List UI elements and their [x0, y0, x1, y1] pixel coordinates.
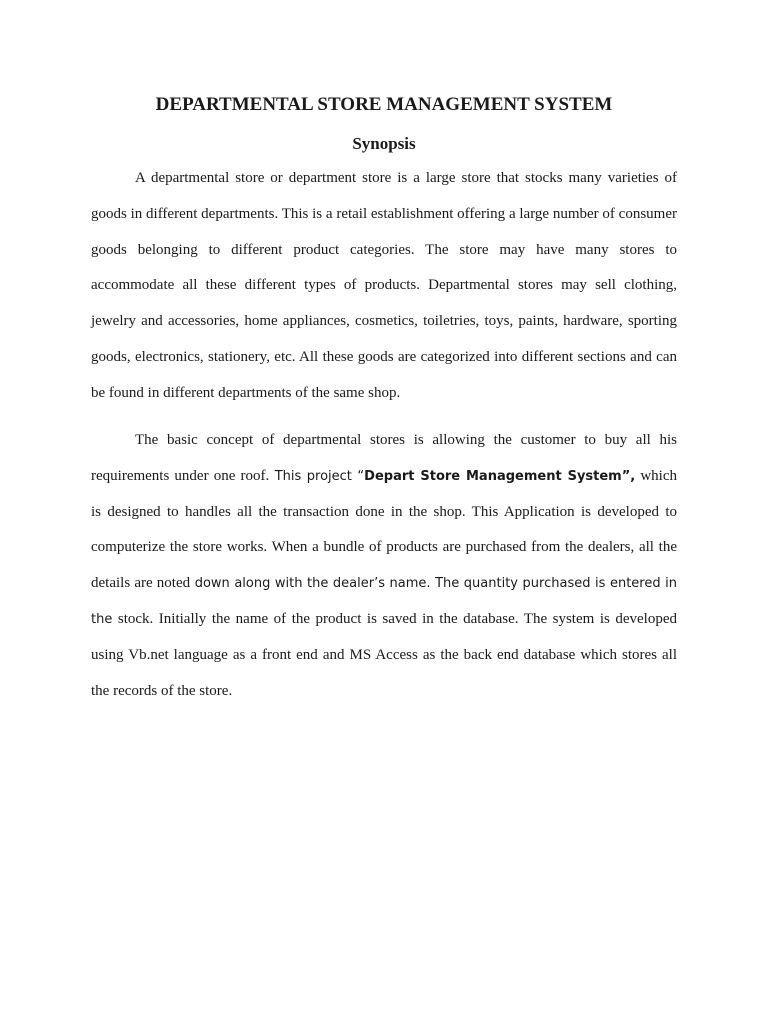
paragraph-1: A departmental store or department store is a large store that stocks many varieties of goods in different departments. This is a retail establishment offering a large number of consumer goods belonging to different product categories. The store may have many stores to accommodate all these different types of products. Departmental stores may sell clothing, jewelry and accessories, home appliances, cosmetics, toiletries, toys, paints, hardware, sporting goods, electronics, stationery, etc. All these goods are categorized into different sections and can be found in different departments of the same shop. — [91, 170, 677, 401]
paragraph-2-part-1: The basic concept of departmental stores is allowing the customer to buy all his requirements under one roof. — [91, 432, 677, 484]
document-subtitle: Synopsis — [352, 134, 416, 153]
paragraph-2-part-5: down along with the dealer’s name. The quantity purchased is entered in the — [91, 576, 678, 627]
document-title: DEPARTMENTAL STORE MANAGEMENT SYSTEM — [155, 94, 613, 115]
project-name: Depart Store Management System”, — [364, 468, 636, 484]
paragraph-2-part-4: which is designed to handles all the transaction done in the shop. This Application is developed to computerize the store works. When a bundle of products are purchased from the dealers, all the details are noted — [91, 467, 677, 592]
paragraph-2-part-2: This project “ — [269, 468, 365, 484]
paragraph-2 — [91, 423, 677, 709]
paragraph-2-part-6: stock. Initially the name of the product is saved in the database. The system is developed using Vb.net language as a front end and MS Access as the back end database which stores all the records of the store. — [91, 610, 677, 699]
